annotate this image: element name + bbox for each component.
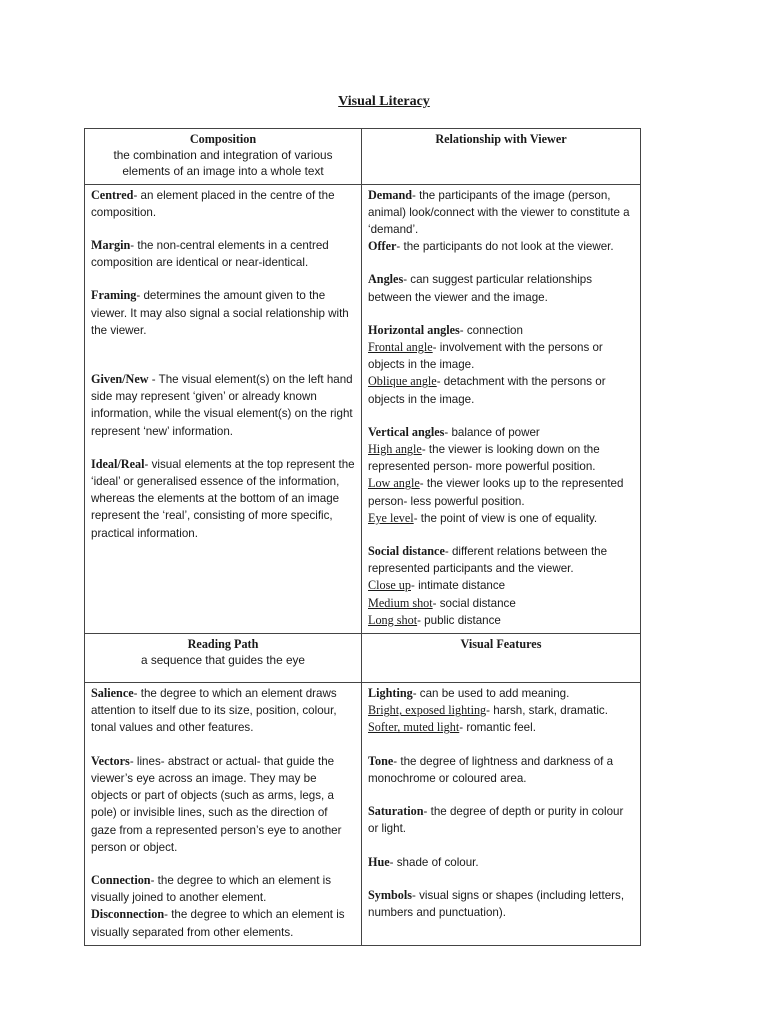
relationship-body-cell: [362, 184, 641, 633]
term-ideal-real: Ideal/Real: [91, 456, 145, 471]
visual-features-header-cell: [362, 634, 641, 683]
entry-tone: Tone- the degree of lightness and darkness of a monochrome or coloured area.: [368, 753, 614, 785]
term-saturation: Saturation: [368, 804, 424, 819]
term-hue: Hue: [368, 854, 390, 869]
entry-vertical-angles: Vertical angles- balance of power: [368, 424, 540, 439]
term-eye-level: Eye level: [368, 510, 414, 525]
term-offer: Offer: [368, 239, 397, 254]
composition-body-cell: [85, 184, 362, 633]
entry-offer: Offer- the participants do not look at the viewer.: [368, 239, 614, 254]
term-tone: Tone: [368, 753, 394, 768]
term-disconnection: Disconnection: [91, 907, 165, 922]
entry-eye-level: Eye level- the point of view is one of equality.: [368, 510, 598, 525]
entry-long-shot: Long shot- public distance: [368, 612, 501, 627]
entry-symbols: Symbols- visual signs or shapes (including letters, numbers and punctuation).: [368, 887, 625, 919]
term-angles: Angles: [368, 272, 404, 287]
term-softer-light: Softer, muted light: [368, 720, 460, 735]
page-title: Visual Literacy: [338, 94, 430, 109]
term-framing: Framing: [91, 288, 137, 303]
entry-salience: Salience- the degree to which an element draws attention to itself due to its size, position, colour, tonal values and other features.: [91, 686, 337, 735]
entry-lighting: Lighting- can be used to add meaning.: [368, 686, 570, 701]
term-horizontal-angles: Horizontal angles: [368, 322, 460, 337]
term-connection: Connection: [91, 872, 151, 887]
composition-heading: Composition: [189, 132, 257, 146]
term-high-angle: High angle: [368, 442, 422, 457]
entry-connection: Connection- the degree to which an element is visually joined to another element.: [91, 872, 332, 905]
term-social-distance: Social distance: [368, 544, 445, 559]
composition-subheading: the combination and integration of various elements of an image into a whole text: [113, 148, 333, 179]
visual-literacy-table: [84, 128, 641, 946]
entry-saturation: Saturation- the degree of depth or purity in colour or light.: [368, 804, 624, 836]
composition-header-cell: [85, 129, 362, 185]
entry-bright-lighting: Bright, exposed lighting- harsh, stark, dramatic. Softer, muted light- romantic feel.: [368, 703, 608, 735]
entry-low-angle: Low angle- the viewer looks up to the represented person- less powerful position.: [368, 476, 624, 508]
term-bright-lighting: Bright, exposed lighting: [368, 703, 487, 718]
term-centred: Centred: [91, 187, 134, 202]
entry-given-new: Given/New - The visual element(s) on the left hand side may represent ‘given’ or already known information, while the visual element(s) on the right represent ‘new’ information.: [91, 372, 353, 438]
term-low-angle: Low angle: [368, 476, 420, 491]
term-close-up: Close up: [368, 578, 411, 593]
term-medium-shot: Medium shot: [368, 595, 433, 610]
table-row: [85, 634, 641, 683]
entry-close-up: Close up- intimate distance: [368, 578, 506, 593]
entry-ideal-real: Ideal/Real- visual elements at the top represent the ‘ideal’ or generalised essence of the information, whereas the elements at the bottom of an image represent the ‘real’, consisting of more specific, practical information.: [91, 456, 355, 540]
reading-path-header-cell: [85, 634, 362, 683]
table-row: [85, 129, 641, 185]
visual-features-body-cell: [362, 683, 641, 946]
term-oblique-angle: Oblique angle: [368, 374, 437, 389]
entry-oblique-angle: Oblique angle- detachment with the persons or objects in the image.: [368, 374, 606, 406]
term-vectors: Vectors: [91, 753, 130, 768]
term-salience: Salience: [91, 686, 134, 701]
term-symbols: Symbols: [368, 887, 413, 902]
entry-margin: Margin- the non-central elements in a centred composition are identical or near-identical.: [91, 238, 329, 270]
entry-frontal-angle: Frontal angle- involvement with the persons or objects in the image.: [368, 340, 603, 372]
reading-path-heading: Reading Path: [187, 637, 259, 652]
term-given-new: Given/New: [91, 372, 149, 387]
term-lighting: Lighting: [368, 686, 413, 701]
term-vertical-angles: Vertical angles: [368, 424, 445, 439]
entry-disconnection: Disconnection- the degree to which an element is visually separated from other elements.: [91, 907, 345, 939]
reading-path-body-cell: [85, 683, 362, 946]
entry-high-angle: High angle- the viewer is looking down on the represented person- more powerful position.: [368, 442, 600, 474]
entry-angles: Angles- can suggest particular relationships between the viewer and the image.: [368, 272, 593, 304]
visual-features-heading: Visual Features: [460, 637, 542, 652]
entry-horizontal-angles: Horizontal angles- connection: [368, 322, 523, 337]
entry-vectors: Vectors- lines- abstract or actual- that guide the viewer’s eye across an image. They may be objects or part of objects (such as arms, legs, a pole) or invisible lines, such as the direction of gaze from a represented person’s eye to another person or object.: [91, 753, 342, 854]
entry-demand: Demand- the participants of the image (person, animal) look/connect with the viewer to constitute a ‘demand’.: [368, 187, 630, 237]
term-frontal-angle: Frontal angle: [368, 340, 433, 355]
entry-framing: Framing- determines the amount given to the viewer. It may also signal a social relationship with the viewer.: [91, 288, 349, 337]
term-long-shot: Long shot: [368, 612, 418, 627]
term-margin: Margin: [91, 238, 131, 253]
entry-centred: Centred- an element placed in the centre of the composition.: [91, 187, 335, 219]
entry-social-distance: Social distance- different relations between the represented participants and the viewer.: [368, 544, 608, 576]
table-row: [85, 683, 641, 946]
relationship-heading: Relationship with Viewer: [435, 132, 567, 146]
entry-hue: Hue- shade of colour.: [368, 854, 479, 869]
reading-path-subheading: a sequence that guides the eye: [141, 653, 305, 668]
relationship-header-cell: [362, 129, 641, 185]
term-demand: Demand: [368, 187, 413, 202]
table-row: [85, 184, 641, 633]
entry-medium-shot: Medium shot- social distance: [368, 595, 516, 610]
